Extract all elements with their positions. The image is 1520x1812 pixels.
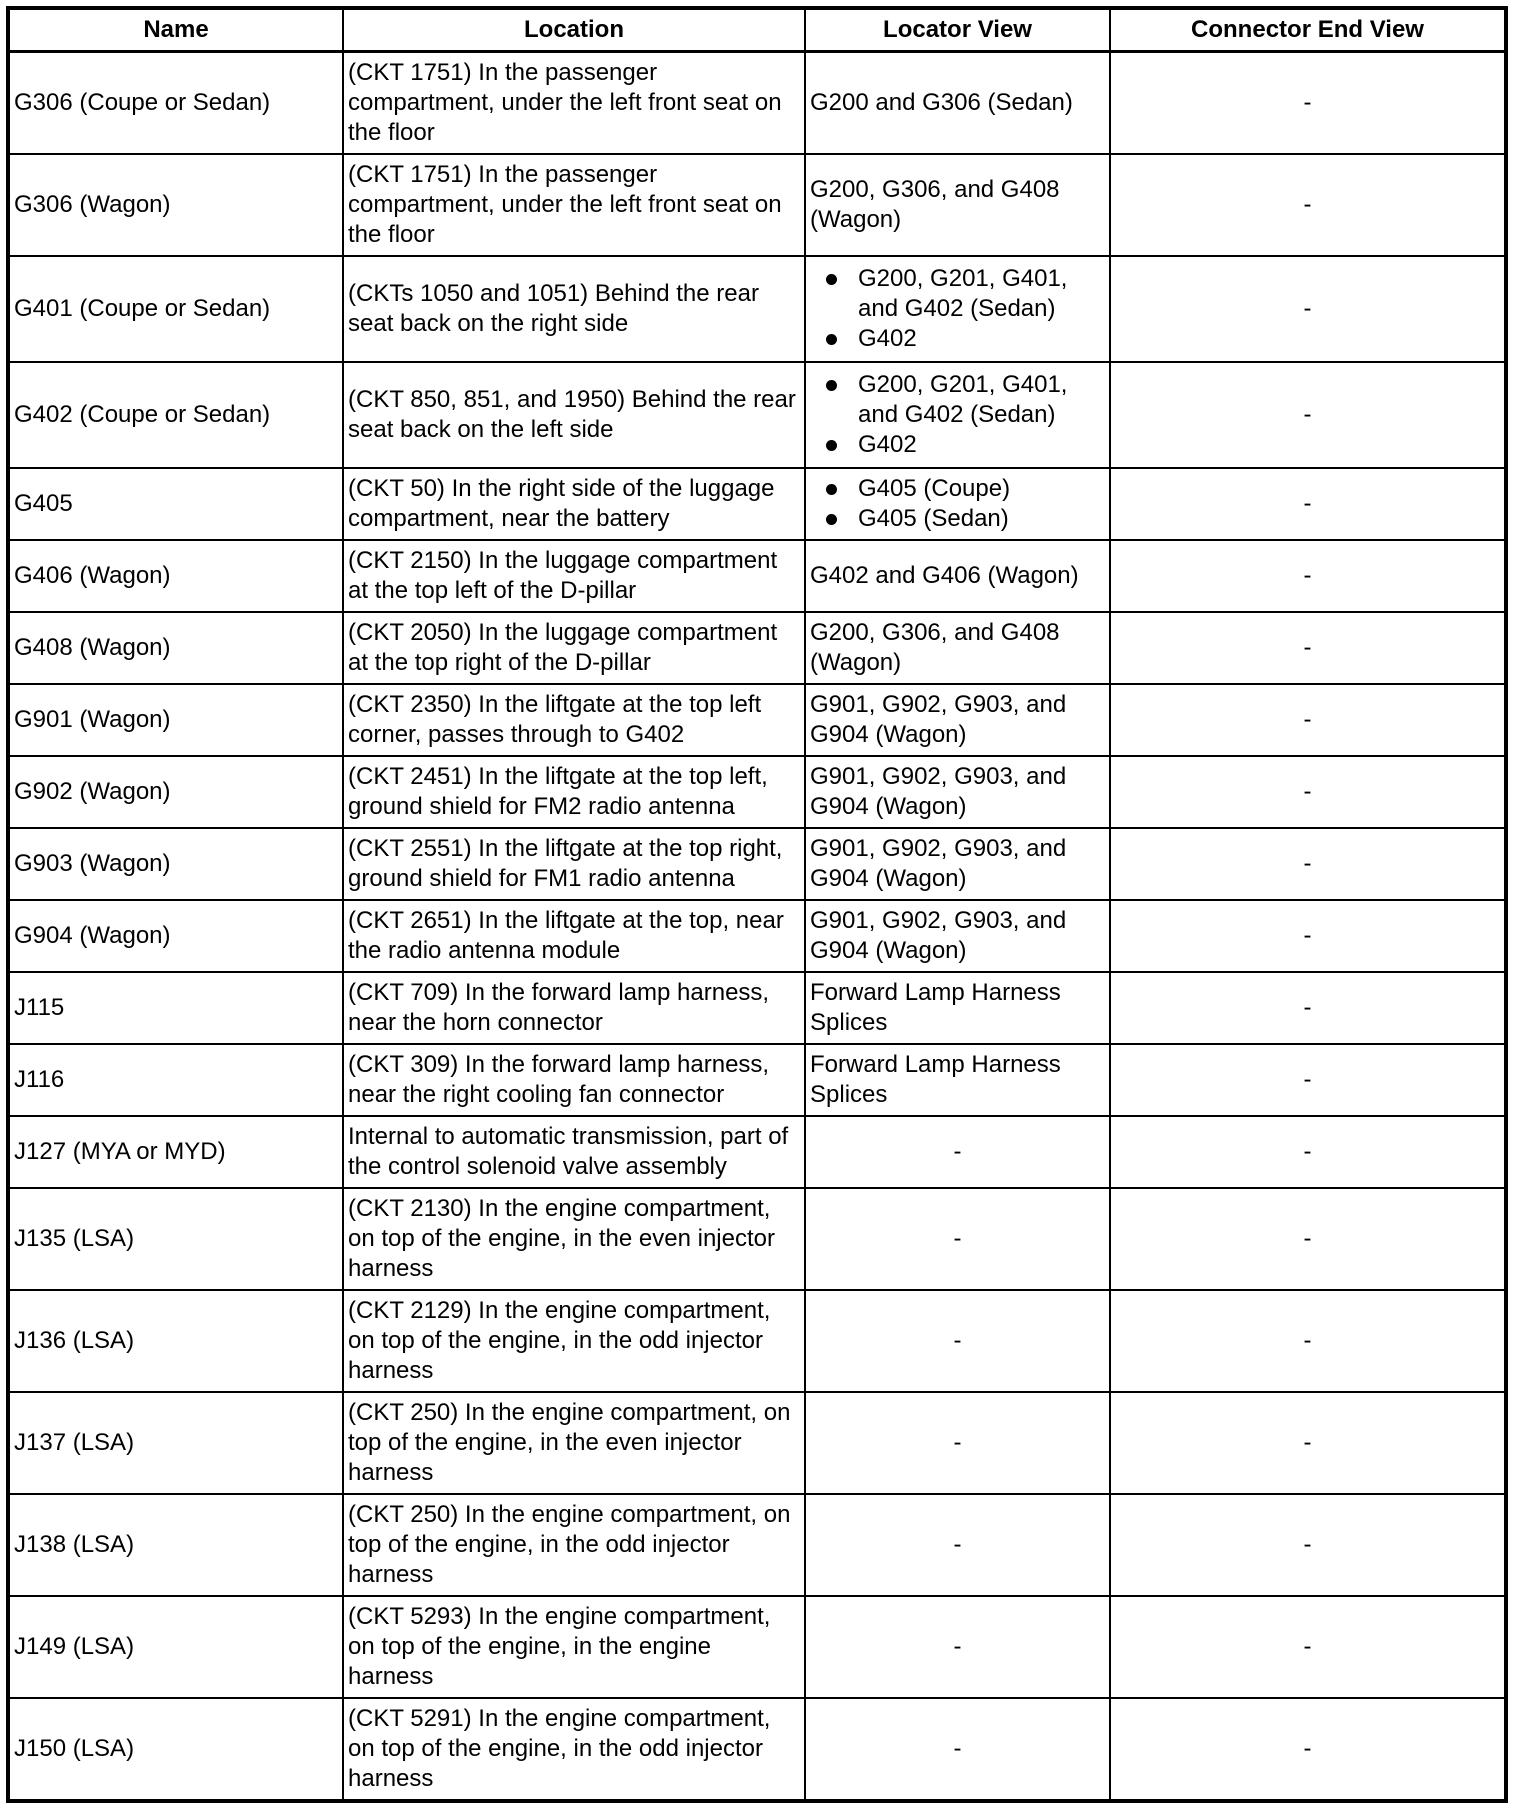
table-row [8, 362, 1506, 468]
ground-splice-locations-table [6, 6, 1508, 1803]
cell-locator-view: - [805, 1596, 1110, 1698]
cell-location: (CKT 5293) In the engine compartment, on top of the engine, in the engine harness [343, 1596, 805, 1698]
cell-name: G902 (Wagon) [8, 756, 343, 828]
cell-name: J116 [8, 1044, 343, 1116]
cell-locator-view: - [805, 1698, 1110, 1801]
cell-location: (CKT 2130) In the engine compartment, on top of the engine, in the even injector harness [343, 1188, 805, 1290]
cell-locator-view: G402 and G406 (Wagon) [805, 540, 1110, 612]
locator-view-list-item: G200, G201, G401, and G402 (Sedan) [858, 370, 1105, 430]
cell-location: (CKT 1751) In the passenger compartment, under the left front seat on the floor [343, 154, 805, 256]
cell-locator-view: G901, G902, G903, and G904 (Wagon) [805, 756, 1110, 828]
cell-connector-end-view: - [1110, 828, 1506, 900]
cell-name: G401 (Coupe or Sedan) [8, 256, 343, 362]
cell-connector-end-view: - [1110, 468, 1506, 540]
cell-locator-view: - [805, 1392, 1110, 1494]
cell-connector-end-view: - [1110, 684, 1506, 756]
cell-connector-end-view: - [1110, 362, 1506, 468]
cell-location: (CKT 309) In the forward lamp harness, near the right cooling fan connector [343, 1044, 805, 1116]
cell-location: (CKT 250) In the engine compartment, on top of the engine, in the odd injector harness [343, 1494, 805, 1596]
cell-location: (CKT 1751) In the passenger compartment, under the left front seat on the floor [343, 52, 805, 155]
table-row [8, 154, 1506, 256]
cell-locator-view: G200 and G306 (Sedan) [805, 52, 1110, 155]
cell-locator-view [805, 362, 1110, 468]
locator-view-list-item: G200, G201, G401, and G402 (Sedan) [858, 264, 1105, 324]
cell-location: (CKT 2651) In the liftgate at the top, near the radio antenna module [343, 900, 805, 972]
table-row [8, 828, 1506, 900]
cell-location: (CKT 850, 851, and 1950) Behind the rear seat back on the left side [343, 362, 805, 468]
cell-connector-end-view: - [1110, 612, 1506, 684]
table-row [8, 468, 1506, 540]
cell-name: J115 [8, 972, 343, 1044]
cell-locator-view: G200, G306, and G408 (Wagon) [805, 154, 1110, 256]
cell-connector-end-view: - [1110, 256, 1506, 362]
splice-ground-table-container [6, 6, 1508, 1803]
cell-location: (CKT 2129) In the engine compartment, on top of the engine, in the odd injector harness [343, 1290, 805, 1392]
cell-name: G306 (Wagon) [8, 154, 343, 256]
cell-name: G402 (Coupe or Sedan) [8, 362, 343, 468]
cell-locator-view: G901, G902, G903, and G904 (Wagon) [805, 828, 1110, 900]
locator-view-list-item: G402 [858, 430, 1105, 460]
cell-name: J136 (LSA) [8, 1290, 343, 1392]
cell-locator-view: Forward Lamp Harness Splices [805, 1044, 1110, 1116]
cell-name: G405 [8, 468, 343, 540]
table-row [8, 1596, 1506, 1698]
cell-location: (CKT 2451) In the liftgate at the top left, ground shield for FM2 radio antenna [343, 756, 805, 828]
table-row [8, 612, 1506, 684]
cell-locator-view [805, 256, 1110, 362]
table-row [8, 684, 1506, 756]
table-row [8, 1290, 1506, 1392]
locator-view-list-item: G405 (Sedan) [858, 504, 1105, 534]
cell-name: G904 (Wagon) [8, 900, 343, 972]
table-row [8, 1116, 1506, 1188]
cell-name: G903 (Wagon) [8, 828, 343, 900]
table-row [8, 1188, 1506, 1290]
table-row [8, 1698, 1506, 1801]
cell-name: J137 (LSA) [8, 1392, 343, 1494]
cell-location: (CKT 50) In the right side of the luggage compartment, near the battery [343, 468, 805, 540]
cell-name: G408 (Wagon) [8, 612, 343, 684]
header-name: Name [8, 8, 343, 52]
table-row [8, 972, 1506, 1044]
cell-locator-view: - [805, 1494, 1110, 1596]
locator-view-list-item: G405 (Coupe) [858, 474, 1105, 504]
cell-name: J135 (LSA) [8, 1188, 343, 1290]
table-row [8, 900, 1506, 972]
cell-name: G306 (Coupe or Sedan) [8, 52, 343, 155]
header-locator-view: Locator View [805, 8, 1110, 52]
header-row [8, 8, 1506, 52]
cell-location: (CKT 709) In the forward lamp harness, near the horn connector [343, 972, 805, 1044]
cell-name: G406 (Wagon) [8, 540, 343, 612]
cell-connector-end-view: - [1110, 1044, 1506, 1116]
cell-locator-view: Forward Lamp Harness Splices [805, 972, 1110, 1044]
cell-connector-end-view: - [1110, 972, 1506, 1044]
cell-locator-view: G901, G902, G903, and G904 (Wagon) [805, 900, 1110, 972]
cell-location: (CKT 2150) In the luggage compartment at the top left of the D-pillar [343, 540, 805, 612]
table-row [8, 540, 1506, 612]
cell-name: J150 (LSA) [8, 1698, 343, 1801]
cell-location: (CKT 250) In the engine compartment, on top of the engine, in the even injector harness [343, 1392, 805, 1494]
table-row [8, 52, 1506, 155]
cell-connector-end-view: - [1110, 154, 1506, 256]
cell-location: (CKT 2350) In the liftgate at the top left corner, passes through to G402 [343, 684, 805, 756]
cell-locator-view: - [805, 1116, 1110, 1188]
cell-location: (CKT 2551) In the liftgate at the top right, ground shield for FM1 radio antenna [343, 828, 805, 900]
cell-locator-view: G200, G306, and G408 (Wagon) [805, 612, 1110, 684]
cell-connector-end-view: - [1110, 1494, 1506, 1596]
cell-connector-end-view: - [1110, 1698, 1506, 1801]
cell-locator-view [805, 468, 1110, 540]
cell-location: (CKT 2050) In the luggage compartment at the top right of the D-pillar [343, 612, 805, 684]
table-row [8, 1494, 1506, 1596]
cell-locator-view: G901, G902, G903, and G904 (Wagon) [805, 684, 1110, 756]
cell-name: J149 (LSA) [8, 1596, 343, 1698]
table-row [8, 256, 1506, 362]
locator-view-list [810, 370, 1105, 460]
locator-view-list-item: G402 [858, 324, 1105, 354]
header-location: Location [343, 8, 805, 52]
cell-connector-end-view: - [1110, 1116, 1506, 1188]
table-row [8, 756, 1506, 828]
cell-connector-end-view: - [1110, 540, 1506, 612]
cell-locator-view: - [805, 1290, 1110, 1392]
cell-connector-end-view: - [1110, 756, 1506, 828]
cell-name: G901 (Wagon) [8, 684, 343, 756]
cell-connector-end-view: - [1110, 900, 1506, 972]
cell-location: Internal to automatic transmission, part of the control solenoid valve assembly [343, 1116, 805, 1188]
locator-view-list [810, 264, 1105, 354]
cell-connector-end-view: - [1110, 52, 1506, 155]
locator-view-list [810, 474, 1105, 534]
cell-connector-end-view: - [1110, 1596, 1506, 1698]
header-connector-end-view: Connector End View [1110, 8, 1506, 52]
cell-location: (CKTs 1050 and 1051) Behind the rear seat back on the right side [343, 256, 805, 362]
cell-connector-end-view: - [1110, 1290, 1506, 1392]
cell-location: (CKT 5291) In the engine compartment, on top of the engine, in the odd injector harness [343, 1698, 805, 1801]
cell-name: J138 (LSA) [8, 1494, 343, 1596]
table-body [8, 52, 1506, 1802]
cell-connector-end-view: - [1110, 1392, 1506, 1494]
table-row [8, 1392, 1506, 1494]
cell-locator-view: - [805, 1188, 1110, 1290]
table-row [8, 1044, 1506, 1116]
cell-name: J127 (MYA or MYD) [8, 1116, 343, 1188]
cell-connector-end-view: - [1110, 1188, 1506, 1290]
